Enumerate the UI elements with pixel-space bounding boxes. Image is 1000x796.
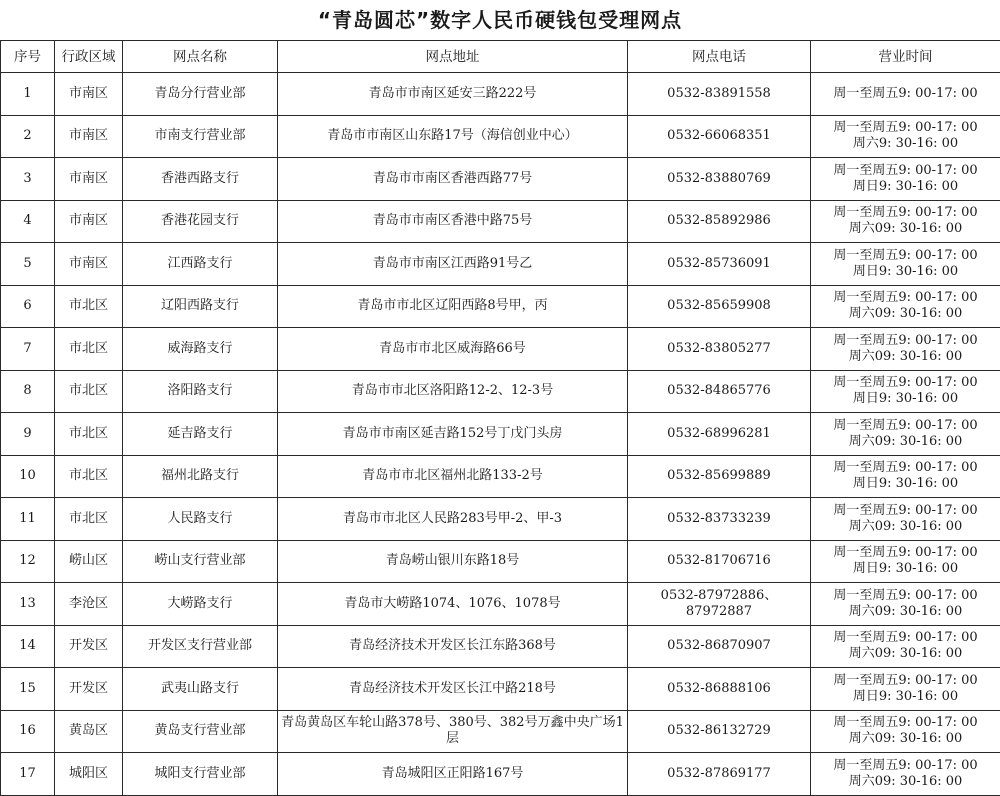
cell-outlet-name: 香港花园支行: [123, 200, 278, 243]
hours-line: 周六09: 30-16: 00: [813, 349, 998, 365]
table-header-row: [1, 41, 1000, 73]
cell-address: 青岛市市北区威海路66号: [278, 328, 628, 371]
cell-address: 青岛城阳区正阳路167号: [278, 753, 628, 796]
cell-outlet-name: 大崂路支行: [123, 583, 278, 626]
cell-phone: 0532-85659908: [628, 285, 811, 328]
cell-business-hours: [811, 498, 1000, 541]
cell-district: 市北区: [55, 370, 123, 413]
hours-line: 周六09: 30-16: 00: [813, 774, 998, 790]
header-business-hours: 营业时间: [811, 41, 1000, 73]
cell-number: 4: [1, 200, 55, 243]
cell-number: 9: [1, 413, 55, 456]
hours-line: 周六09: 30-16: 00: [813, 646, 998, 662]
cell-outlet-name: 市南支行营业部: [123, 115, 278, 158]
cell-district: 市南区: [55, 115, 123, 158]
table-row: [1, 73, 1000, 116]
cell-outlet-name: 人民路支行: [123, 498, 278, 541]
cell-district: 开发区: [55, 625, 123, 668]
cell-phone: 0532-87972886、87972887: [628, 583, 811, 626]
cell-number: 3: [1, 158, 55, 201]
cell-business-hours: [811, 413, 1000, 456]
cell-phone: 0532-84865776: [628, 370, 811, 413]
cell-district: 市北区: [55, 285, 123, 328]
hours-line: 周一至周五9: 00-17: 00: [813, 503, 998, 519]
cell-district: 开发区: [55, 668, 123, 711]
cell-business-hours: [811, 455, 1000, 498]
cell-outlet-name: 延吉路支行: [123, 413, 278, 456]
table-row: [1, 115, 1000, 158]
cell-phone: 0532-86132729: [628, 710, 811, 753]
cell-address: 青岛市市南区山东路17号（海信创业中心）: [278, 115, 628, 158]
cell-business-hours: [811, 753, 1000, 796]
cell-district: 市北区: [55, 413, 123, 456]
hours-line: 周一至周五9: 00-17: 00: [813, 248, 998, 264]
hours-line: 周六09: 30-16: 00: [813, 604, 998, 620]
cell-number: 11: [1, 498, 55, 541]
cell-number: 16: [1, 710, 55, 753]
cell-business-hours: [811, 115, 1000, 158]
cell-address: 青岛市市北区洛阳路12-2、12-3号: [278, 370, 628, 413]
cell-address: 青岛经济技术开发区长江中路218号: [278, 668, 628, 711]
header-district: 行政区域: [55, 41, 123, 73]
cell-address: 青岛市市北区人民路283号甲-2、甲-3: [278, 498, 628, 541]
cell-business-hours: [811, 710, 1000, 753]
hours-line: 周六09: 30-16: 00: [813, 221, 998, 237]
cell-district: 城阳区: [55, 753, 123, 796]
cell-number: 1: [1, 73, 55, 116]
cell-district: 市南区: [55, 73, 123, 116]
cell-business-hours: [811, 328, 1000, 371]
cell-address: 青岛市市南区江西路91号乙: [278, 243, 628, 286]
cell-outlet-name: 城阳支行营业部: [123, 753, 278, 796]
cell-address: 青岛黄岛区车轮山路378号、380号、382号万鑫中央广场1层: [278, 710, 628, 753]
hours-line: 周一至周五9: 00-17: 00: [813, 205, 998, 221]
table-row: [1, 243, 1000, 286]
cell-number: 17: [1, 753, 55, 796]
cell-business-hours: [811, 200, 1000, 243]
hours-line: 周一至周五9: 00-17: 00: [813, 630, 998, 646]
table-row: [1, 710, 1000, 753]
cell-phone: 0532-83733239: [628, 498, 811, 541]
table-row: [1, 753, 1000, 796]
header-phone: 网点电话: [628, 41, 811, 73]
hours-line: 周一至周五9: 00-17: 00: [813, 163, 998, 179]
table-row: [1, 583, 1000, 626]
cell-address: 青岛市市南区香港中路75号: [278, 200, 628, 243]
cell-number: 14: [1, 625, 55, 668]
cell-address: 青岛经济技术开发区长江东路368号: [278, 625, 628, 668]
cell-phone: 0532-83805277: [628, 328, 811, 371]
cell-business-hours: [811, 625, 1000, 668]
cell-phone: 0532-81706716: [628, 540, 811, 583]
hours-line: 周一至周五9: 00-17: 00: [813, 545, 998, 561]
cell-business-hours: [811, 243, 1000, 286]
hours-line: 周一至周五9: 00-17: 00: [813, 673, 998, 689]
cell-business-hours: [811, 668, 1000, 711]
table-row: [1, 455, 1000, 498]
cell-business-hours: [811, 158, 1000, 201]
cell-phone: 0532-85892986: [628, 200, 811, 243]
header-number: 序号: [1, 41, 55, 73]
cell-phone: 0532-87869177: [628, 753, 811, 796]
table-row: [1, 200, 1000, 243]
hours-line: 周一至周五9: 00-17: 00: [813, 86, 998, 102]
hours-line: 周一至周五9: 00-17: 00: [813, 460, 998, 476]
cell-number: 13: [1, 583, 55, 626]
cell-address: 青岛市市南区延安三路222号: [278, 73, 628, 116]
hours-line: 周一至周五9: 00-17: 00: [813, 758, 998, 774]
header-outlet-name: 网点名称: [123, 41, 278, 73]
cell-outlet-name: 福州北路支行: [123, 455, 278, 498]
cell-number: 12: [1, 540, 55, 583]
cell-outlet-name: 香港西路支行: [123, 158, 278, 201]
cell-district: 市南区: [55, 158, 123, 201]
cell-outlet-name: 洛阳路支行: [123, 370, 278, 413]
page-title: “青岛圆芯”数字人民币硬钱包受理网点: [0, 0, 1000, 40]
cell-phone: 0532-83891558: [628, 73, 811, 116]
cell-outlet-name: 崂山支行营业部: [123, 540, 278, 583]
cell-business-hours: [811, 73, 1000, 116]
cell-outlet-name: 开发区支行营业部: [123, 625, 278, 668]
hours-line: 周一至周五9: 00-17: 00: [813, 290, 998, 306]
header-address: 网点地址: [278, 41, 628, 73]
hours-line: 周一至周五9: 00-17: 00: [813, 715, 998, 731]
cell-phone: 0532-68996281: [628, 413, 811, 456]
table-row: [1, 158, 1000, 201]
hours-line: 周日9: 30-16: 00: [813, 561, 998, 577]
hours-line: 周一至周五9: 00-17: 00: [813, 588, 998, 604]
table-row: [1, 285, 1000, 328]
cell-phone: 0532-86870907: [628, 625, 811, 668]
cell-district: 黄岛区: [55, 710, 123, 753]
cell-phone: 0532-85699889: [628, 455, 811, 498]
hours-line: 周六09: 30-16: 00: [813, 519, 998, 535]
cell-address: 青岛市市南区香港西路77号: [278, 158, 628, 201]
cell-number: 7: [1, 328, 55, 371]
cell-phone: 0532-66068351: [628, 115, 811, 158]
hours-line: 周六09: 30-16: 00: [813, 731, 998, 747]
table-row: [1, 413, 1000, 456]
cell-district: 崂山区: [55, 540, 123, 583]
cell-phone: 0532-86888106: [628, 668, 811, 711]
cell-district: 市北区: [55, 455, 123, 498]
hours-line: 周六9: 30-16: 00: [813, 136, 998, 152]
cell-number: 10: [1, 455, 55, 498]
cell-business-hours: [811, 540, 1000, 583]
cell-district: 李沧区: [55, 583, 123, 626]
cell-address: 青岛崂山银川东路18号: [278, 540, 628, 583]
cell-outlet-name: 辽阳西路支行: [123, 285, 278, 328]
cell-phone: 0532-83880769: [628, 158, 811, 201]
hours-line: 周一至周五9: 00-17: 00: [813, 418, 998, 434]
cell-number: 2: [1, 115, 55, 158]
cell-business-hours: [811, 370, 1000, 413]
cell-business-hours: [811, 285, 1000, 328]
hours-line: 周一至周五9: 00-17: 00: [813, 120, 998, 136]
cell-number: 8: [1, 370, 55, 413]
hours-line: 周一至周五9: 00-17: 00: [813, 375, 998, 391]
cell-district: 市南区: [55, 243, 123, 286]
cell-district: 市南区: [55, 200, 123, 243]
cell-outlet-name: 江西路支行: [123, 243, 278, 286]
hours-line: 周日9: 30-16: 00: [813, 179, 998, 195]
cell-outlet-name: 黄岛支行营业部: [123, 710, 278, 753]
outlets-table: [0, 40, 1000, 796]
cell-business-hours: [811, 583, 1000, 626]
table-row: [1, 370, 1000, 413]
table-row: [1, 328, 1000, 371]
table-row: [1, 540, 1000, 583]
hours-line: 周日9: 30-16: 00: [813, 689, 998, 705]
cell-phone: 0532-85736091: [628, 243, 811, 286]
table-row: [1, 498, 1000, 541]
hours-line: 周一至周五9: 00-17: 00: [813, 333, 998, 349]
cell-district: 市北区: [55, 328, 123, 371]
cell-address: 青岛市市南区延吉路152号丁戊门头房: [278, 413, 628, 456]
cell-outlet-name: 青岛分行营业部: [123, 73, 278, 116]
hours-line: 周日9: 30-16: 00: [813, 391, 998, 407]
table-row: [1, 625, 1000, 668]
hours-line: 周六09: 30-16: 00: [813, 434, 998, 450]
cell-address: 青岛市市北区福州北路133-2号: [278, 455, 628, 498]
hours-line: 周六09: 30-16: 00: [813, 306, 998, 322]
cell-address: 青岛市市北区辽阳西路8号甲，丙: [278, 285, 628, 328]
table-row: [1, 668, 1000, 711]
hours-line: 周日9: 30-16: 00: [813, 264, 998, 280]
cell-number: 5: [1, 243, 55, 286]
hours-line: 周日9: 30-16: 00: [813, 476, 998, 492]
cell-number: 15: [1, 668, 55, 711]
cell-address: 青岛市大崂路1074、1076、1078号: [278, 583, 628, 626]
cell-outlet-name: 武夷山路支行: [123, 668, 278, 711]
cell-outlet-name: 威海路支行: [123, 328, 278, 371]
cell-district: 市北区: [55, 498, 123, 541]
cell-number: 6: [1, 285, 55, 328]
